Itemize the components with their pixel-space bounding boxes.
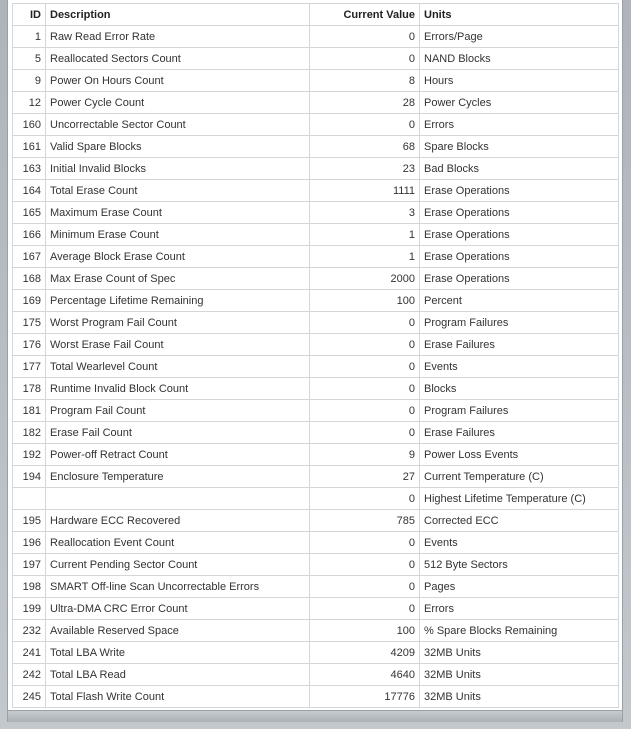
cell-description: Reallocated Sectors Count xyxy=(46,48,310,70)
cell-id: 12 xyxy=(13,92,46,114)
table-row[interactable] xyxy=(13,576,619,598)
cell-description: Hardware ECC Recovered xyxy=(46,510,310,532)
column-header-units[interactable]: Units xyxy=(420,4,619,26)
cell-current-value: 0 xyxy=(310,26,420,48)
cell-units: 32MB Units xyxy=(420,664,619,686)
table-header-row xyxy=(13,4,619,26)
cell-id: 192 xyxy=(13,444,46,466)
table-row[interactable] xyxy=(13,686,619,708)
cell-current-value: 785 xyxy=(310,510,420,532)
cell-description: Uncorrectable Sector Count xyxy=(46,114,310,136)
cell-units: Events xyxy=(420,532,619,554)
cell-units: Power Cycles xyxy=(420,92,619,114)
cell-units: 32MB Units xyxy=(420,686,619,708)
cell-id xyxy=(13,488,46,510)
cell-id: 9 xyxy=(13,70,46,92)
table-row[interactable] xyxy=(13,510,619,532)
cell-units: 512 Byte Sectors xyxy=(420,554,619,576)
cell-id: 1 xyxy=(13,26,46,48)
cell-current-value: 27 xyxy=(310,466,420,488)
cell-units: 32MB Units xyxy=(420,642,619,664)
table-row[interactable] xyxy=(13,488,619,510)
cell-description: Reallocation Event Count xyxy=(46,532,310,554)
cell-current-value: 0 xyxy=(310,356,420,378)
cell-id: 165 xyxy=(13,202,46,224)
cell-id: 182 xyxy=(13,422,46,444)
cell-id: 197 xyxy=(13,554,46,576)
cell-description: Available Reserved Space xyxy=(46,620,310,642)
table-row[interactable] xyxy=(13,158,619,180)
cell-id: 161 xyxy=(13,136,46,158)
cell-id: 199 xyxy=(13,598,46,620)
cell-description: Total LBA Read xyxy=(46,664,310,686)
cell-current-value: 0 xyxy=(310,378,420,400)
cell-description: Maximum Erase Count xyxy=(46,202,310,224)
cell-id: 160 xyxy=(13,114,46,136)
cell-current-value: 0 xyxy=(310,532,420,554)
cell-units: Errors xyxy=(420,114,619,136)
cell-id: 195 xyxy=(13,510,46,532)
cell-current-value: 28 xyxy=(310,92,420,114)
cell-units: Bad Blocks xyxy=(420,158,619,180)
table-row[interactable] xyxy=(13,312,619,334)
cell-id: 181 xyxy=(13,400,46,422)
cell-id: 167 xyxy=(13,246,46,268)
table-row[interactable] xyxy=(13,378,619,400)
table-row[interactable] xyxy=(13,48,619,70)
cell-id: 198 xyxy=(13,576,46,598)
cell-id: 5 xyxy=(13,48,46,70)
cell-description: Current Pending Sector Count xyxy=(46,554,310,576)
cell-units: Blocks xyxy=(420,378,619,400)
cell-description: Total Erase Count xyxy=(46,180,310,202)
cell-description: Power Cycle Count xyxy=(46,92,310,114)
cell-id: 178 xyxy=(13,378,46,400)
table-row[interactable] xyxy=(13,444,619,466)
cell-description: Ultra-DMA CRC Error Count xyxy=(46,598,310,620)
table-row[interactable] xyxy=(13,532,619,554)
cell-description: Valid Spare Blocks xyxy=(46,136,310,158)
cell-current-value: 0 xyxy=(310,400,420,422)
cell-description xyxy=(46,488,310,510)
cell-id: 241 xyxy=(13,642,46,664)
cell-description: Percentage Lifetime Remaining xyxy=(46,290,310,312)
table-row[interactable] xyxy=(13,224,619,246)
cell-current-value: 0 xyxy=(310,114,420,136)
cell-units: Pages xyxy=(420,576,619,598)
cell-current-value: 1 xyxy=(310,224,420,246)
cell-current-value: 0 xyxy=(310,422,420,444)
column-header-current-value[interactable]: Current Value xyxy=(310,4,420,26)
column-header-id[interactable]: ID xyxy=(13,4,46,26)
table-row[interactable] xyxy=(13,598,619,620)
table-row[interactable] xyxy=(13,136,619,158)
smart-attributes-panel xyxy=(7,0,623,711)
table-row[interactable] xyxy=(13,180,619,202)
cell-units: Erase Failures xyxy=(420,334,619,356)
cell-units: Current Temperature (C) xyxy=(420,466,619,488)
cell-description: Minimum Erase Count xyxy=(46,224,310,246)
cell-current-value: 68 xyxy=(310,136,420,158)
cell-id: 242 xyxy=(13,664,46,686)
cell-id: 169 xyxy=(13,290,46,312)
table-row[interactable] xyxy=(13,400,619,422)
cell-description: Total Wearlevel Count xyxy=(46,356,310,378)
table-row[interactable] xyxy=(13,466,619,488)
table-row[interactable] xyxy=(13,664,619,686)
cell-description: Average Block Erase Count xyxy=(46,246,310,268)
cell-id: 164 xyxy=(13,180,46,202)
cell-current-value: 100 xyxy=(310,290,420,312)
cell-id: 232 xyxy=(13,620,46,642)
cell-current-value: 3 xyxy=(310,202,420,224)
table-row[interactable] xyxy=(13,202,619,224)
cell-units: Events xyxy=(420,356,619,378)
cell-units: Erase Operations xyxy=(420,180,619,202)
cell-current-value: 8 xyxy=(310,70,420,92)
cell-id: 163 xyxy=(13,158,46,180)
cell-current-value: 4209 xyxy=(310,642,420,664)
table-row[interactable] xyxy=(13,334,619,356)
cell-current-value: 2000 xyxy=(310,268,420,290)
cell-id: 176 xyxy=(13,334,46,356)
cell-id: 194 xyxy=(13,466,46,488)
table-row[interactable] xyxy=(13,246,619,268)
cell-description: Worst Program Fail Count xyxy=(46,312,310,334)
cell-units: Percent xyxy=(420,290,619,312)
cell-current-value: 1111 xyxy=(310,180,420,202)
cell-units: Power Loss Events xyxy=(420,444,619,466)
cell-current-value: 17776 xyxy=(310,686,420,708)
cell-units: Erase Failures xyxy=(420,422,619,444)
cell-units: Erase Operations xyxy=(420,224,619,246)
cell-id: 168 xyxy=(13,268,46,290)
table-row[interactable] xyxy=(13,620,619,642)
cell-current-value: 0 xyxy=(310,598,420,620)
cell-description: Erase Fail Count xyxy=(46,422,310,444)
cell-description: Enclosure Temperature xyxy=(46,466,310,488)
cell-description: Power-off Retract Count xyxy=(46,444,310,466)
smart-attributes-table xyxy=(12,3,619,708)
cell-current-value: 9 xyxy=(310,444,420,466)
table-row[interactable] xyxy=(13,114,619,136)
table-row[interactable] xyxy=(13,268,619,290)
cell-id: 166 xyxy=(13,224,46,246)
table-row[interactable] xyxy=(13,554,619,576)
cell-current-value: 0 xyxy=(310,554,420,576)
cell-id: 177 xyxy=(13,356,46,378)
cell-current-value: 23 xyxy=(310,158,420,180)
cell-units: Program Failures xyxy=(420,312,619,334)
cell-units: Hours xyxy=(420,70,619,92)
column-header-description[interactable]: Description xyxy=(46,4,310,26)
table-row[interactable] xyxy=(13,422,619,444)
table-row[interactable] xyxy=(13,92,619,114)
cell-units: Erase Operations xyxy=(420,246,619,268)
table-row[interactable] xyxy=(13,356,619,378)
cell-current-value: 0 xyxy=(310,48,420,70)
cell-units: Highest Lifetime Temperature (C) xyxy=(420,488,619,510)
cell-units: Erase Operations xyxy=(420,268,619,290)
cell-description: Total Flash Write Count xyxy=(46,686,310,708)
cell-current-value: 0 xyxy=(310,488,420,510)
cell-units: Corrected ECC xyxy=(420,510,619,532)
cell-current-value: 4640 xyxy=(310,664,420,686)
cell-units: Program Failures xyxy=(420,400,619,422)
cell-current-value: 0 xyxy=(310,334,420,356)
cell-description: Worst Erase Fail Count xyxy=(46,334,310,356)
cell-description: Total LBA Write xyxy=(46,642,310,664)
cell-units: NAND Blocks xyxy=(420,48,619,70)
table-row[interactable] xyxy=(13,70,619,92)
table-row[interactable] xyxy=(13,26,619,48)
cell-description: Max Erase Count of Spec xyxy=(46,268,310,290)
cell-id: 175 xyxy=(13,312,46,334)
cell-description: Raw Read Error Rate xyxy=(46,26,310,48)
cell-current-value: 100 xyxy=(310,620,420,642)
cell-units: Spare Blocks xyxy=(420,136,619,158)
cell-current-value: 0 xyxy=(310,312,420,334)
cell-description: Initial Invalid Blocks xyxy=(46,158,310,180)
cell-units: % Spare Blocks Remaining xyxy=(420,620,619,642)
cell-description: SMART Off-line Scan Uncorrectable Errors xyxy=(46,576,310,598)
cell-units: Errors xyxy=(420,598,619,620)
table-row[interactable] xyxy=(13,290,619,312)
cell-description: Runtime Invalid Block Count xyxy=(46,378,310,400)
cell-id: 245 xyxy=(13,686,46,708)
cell-description: Power On Hours Count xyxy=(46,70,310,92)
cell-units: Erase Operations xyxy=(420,202,619,224)
table-row[interactable] xyxy=(13,642,619,664)
cell-current-value: 0 xyxy=(310,576,420,598)
cell-current-value: 1 xyxy=(310,246,420,268)
cell-id: 196 xyxy=(13,532,46,554)
cell-description: Program Fail Count xyxy=(46,400,310,422)
cell-units: Errors/Page xyxy=(420,26,619,48)
panel-bottom-edge xyxy=(7,711,623,722)
